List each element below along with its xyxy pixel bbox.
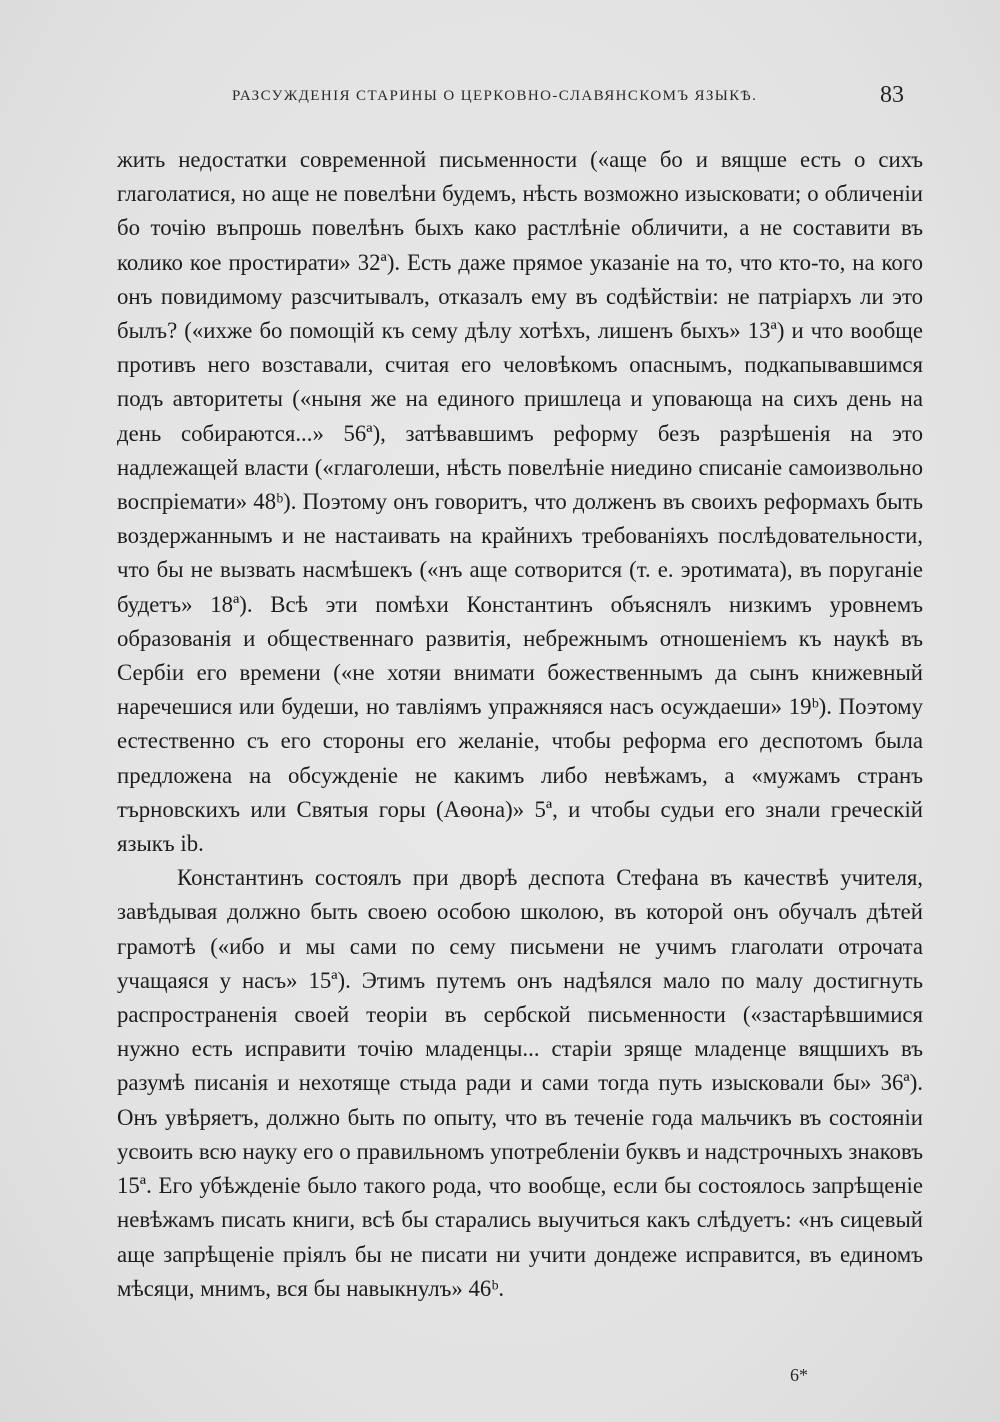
page-number: 83 <box>880 82 904 108</box>
body-text <box>117 143 923 1306</box>
paragraph-2: Константинъ состоялъ при дворѣ деспота Стефана въ качествѣ учителя, завѣдывая должно быть своею особою школою, въ которой онъ обучалъ дѣтей грамотѣ («ибо и мы сами по сему письмени не учимъ глаголати отрочата учащаяся у насъ» 15ª). Этимъ путемъ онъ надѣялся мало по малу достигнуть распространенія своей теоріи въ сербской письменности («застарѣвшимися нужно есть исправити точію младенцы... старіи зряще младенце вящшихъ въ разумѣ писанія и нехотяще стыда ради и сами тогда путь изысковали бы» 36ª). Онъ увѣряетъ, должно быть по опыту, что въ теченіе года мальчикъ въ состояніи усвоить всю науку его о правильномъ употребленіи буквъ и надстрочныхъ знаковъ 15ª. Его убѣжденіе было такого рода, что вообще, если бы состоялось запрѣщеніе невѣжамъ писать книги, всѣ бы старались выучиться какъ слѣдуетъ: «нъ сицевый аще запрѣщеніе пріялъ бы не писати ни учити дондеже исправится, въ единомъ мѣсяци, мнимъ, вся бы навыкнулъ» 46ᵇ. <box>117 865 923 1301</box>
paragraph-1: жить недостатки современной письменности («аще бо и вящше есть о сихъ глаголатися, но аще не повелѣни будемъ, нѣсть возможно изысковати; о обличеніи бо точію въпрошь повелѣнъ быхъ како растлѣніе обличити, а не составити въ колико кое простирати» 32ª). Есть даже прямое указаніе на то, что кто-то, на кого онъ повидимому разсчитывалъ, отказалъ ему въ содѣйствіи: не патріархъ ли это былъ? («ихже бо помощій къ сему дѣлу хотѣхъ, лишенъ быхъ» 13ª) и что вообще противъ него возставали, считая его человѣкомъ опаснымъ, подкапывавшимся подъ авторитеты («ныня же на единого пришлеца и уповающа на сихъ день на день собираются...» 56ª), затѣвавшимъ реформу безъ разрѣшенія на это надлежащей власти («глаголеши, нѣсть повелѣніе ниедино списаніе самоизвольно воспріемати» 48ᵇ). Поэтому онъ говоритъ, что долженъ въ своихъ реформахъ быть воздержаннымъ и не настаивать на крайнихъ требованіяхъ послѣдовательности, что бы не вызвать насмѣшекъ («нъ аще сотворится (т. е. эротимата), въ поруганіе будетъ» 18ª). Всѣ эти помѣхи Константинъ объяснялъ низкимъ уровнемъ образованія и общественнаго развитія, небрежнымъ отношеніемъ къ наукѣ въ Сербіи его времени («не хотяи внимати божественнымъ да сынъ книжевный наречешися или будеши, но тавліямъ упражняяся насъ осуждаеши» 19ᵇ). Поэтому естественно съ его стороны его желаніе, чтобы реформа его деспотомъ была предложена на обсужденіе не какимъ либо невѣжамъ, а «мужамъ странъ търновскихъ или Святыя горы (Аѳона)» 5ª, и чтобы судьи его знали греческій языкъ іb. <box>117 147 923 857</box>
running-header: РАЗСУЖДЕНІЯ СТАРИНЫ О ЦЕРКОВНО-СЛАВЯНСКОМЪ ЯЗЫКѢ. <box>232 88 758 104</box>
signature-mark: 6* <box>790 1365 808 1385</box>
